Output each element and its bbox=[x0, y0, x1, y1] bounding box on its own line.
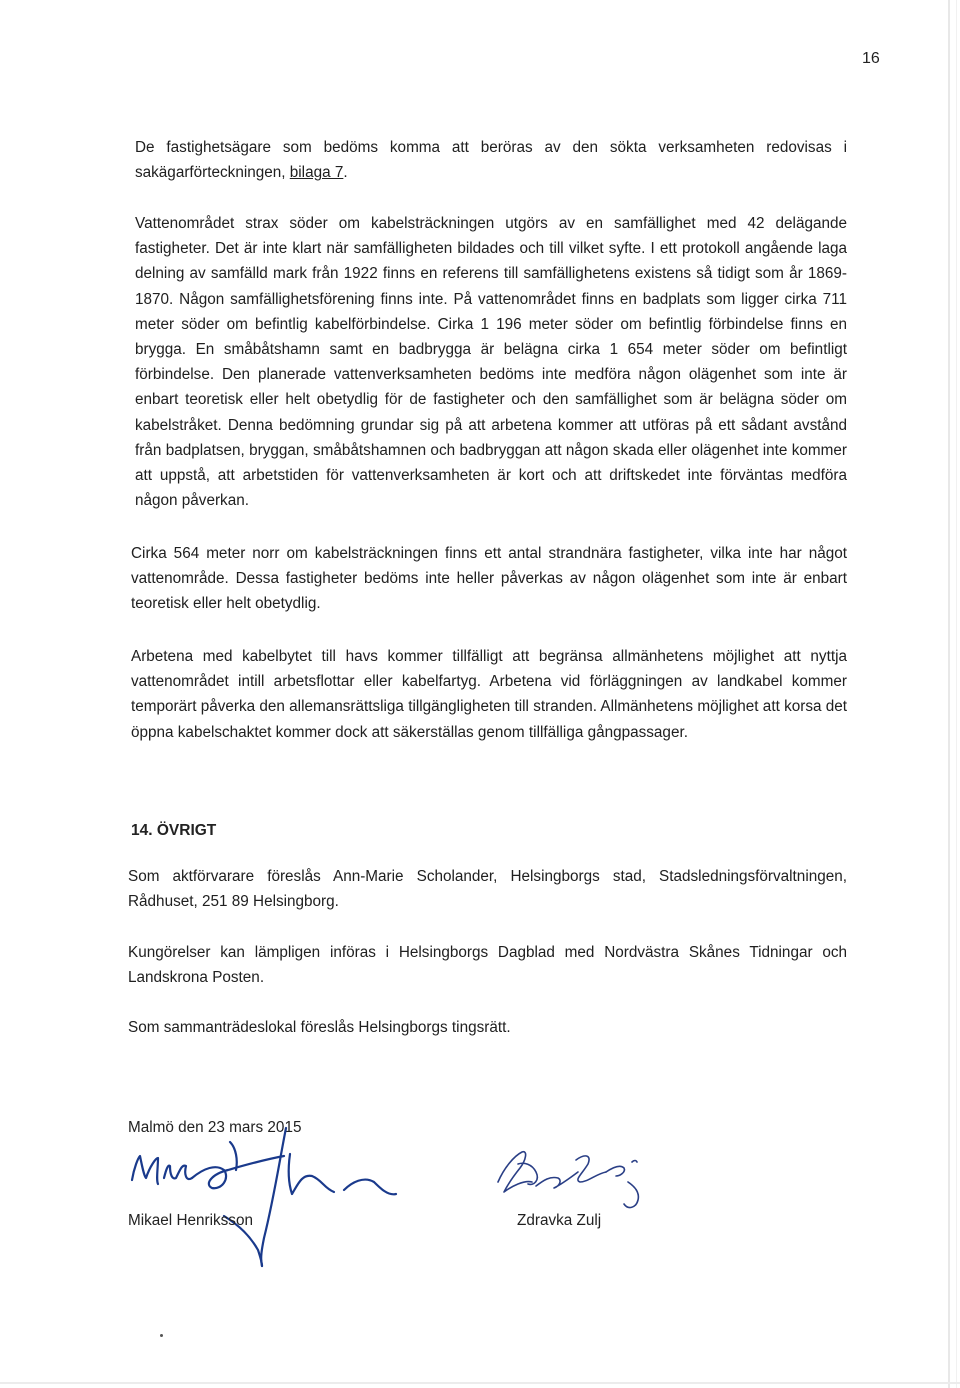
section-heading: 14. ÖVRIGT bbox=[131, 822, 217, 839]
signature-zdravka-zulj bbox=[488, 1142, 658, 1222]
signature-mikael-henriksson bbox=[112, 1108, 402, 1273]
scan-speck bbox=[160, 1334, 163, 1337]
place-and-date: Malmö den 23 mars 2015 bbox=[128, 1119, 302, 1136]
page-number: 16 bbox=[862, 50, 880, 67]
paragraph-end: . bbox=[343, 164, 348, 182]
scan-edge-right bbox=[948, 0, 950, 1388]
signer-name-1: Mikael Henriksson bbox=[128, 1212, 253, 1229]
paragraph-property-owners bbox=[135, 135, 847, 185]
paragraph-meeting-venue: Som sammanträdeslokal föreslås Helsingborgs tingsrätt. bbox=[128, 1019, 511, 1036]
paragraph-public-access: Arbetena med kabelbytet till havs kommer tillfälligt att begränsa allmänhetens möjlighet att nyttja vattenområdet intill arbetsflottar eller kabelfartyg. Arbetena vid förläggningen av landkabel kommer temporärt påverka den allemansrättsliga tillgängligheten till stranden. Allmänhetens möjlighet att korsa det öppna kabelschaktet kommer dock att säkerställas genom tillfälliga gångpassager. bbox=[131, 648, 847, 741]
paragraph-water-area: Vattenområdet strax söder om kabelsträckningen utgörs av en samfällighet med 42 delägande fastigheter. Det är inte klart när samfälligheten bildades och till vilket syfte. I ett protokoll angående laga delning av samfälld mark från 1922 finns en referens till samfällighetens existens så tidigt som år 1869-1870. Någon samfällighetsförening finns inte. På vattenområdet finns en badplats som ligger cirka 711 meter söder om befintlig kabelförbindelse. Cirka 1 196 meter söder om befintlig förbindelse finns en brygga. En småbåtshamn samt en badbrygga är belägna cirka 1 654 meter söder om befintligt förbindelse. Den planerade vattenverksamheten bedöms inte medföra någon olägenhet som inte är enbart teoretisk eller helt obetydlig för de fastigheter och den samfällighet som är belägna söder om kabelstråket. Denna bedömning grundar sig på att arbetena kommer att utföras på ett sådant avstånd från badplatsen, bryggan, småbåtshamnen och badbryggan att någon skada eller olägenhet inte kommer att uppstå, att arbetstiden för vattenverksamheten är kort och att driftskedet inte förväntas medföra någon påverkan. bbox=[135, 215, 847, 510]
paragraph-announcements: Kungörelser kan lämpligen införas i Helsingborgs Dagblad med Nordvästra Skånes Tidningar och Landskrona Posten. bbox=[128, 944, 847, 987]
scan-edge-right-outer bbox=[956, 0, 957, 1388]
paragraph-file-keeper: Som aktförvarare föreslås Ann-Marie Scholander, Helsingborgs stad, Stadsledningsförvaltningen, Rådhuset, 251 89 Helsingborg. bbox=[128, 868, 847, 911]
paragraph-coastal-properties: Cirka 564 meter norr om kabelsträckningen finns ett antal strandnära fastigheter, vilka inte har något vattenområde. Dessa fastigheter bedöms inte heller påverkas av någon olägenhet som inte är enbart teoretisk eller helt obetydlig. bbox=[131, 545, 847, 613]
appendix-link[interactable]: bilaga 7 bbox=[289, 164, 344, 182]
scan-edge-bottom bbox=[0, 1382, 960, 1384]
signer-name-2: Zdravka Zulj bbox=[517, 1212, 602, 1229]
paragraph-text: De fastighetsägare som bedöms komma att beröras av den sökta verksamheten redovisas i sakägarförteckningen, bbox=[135, 139, 847, 182]
